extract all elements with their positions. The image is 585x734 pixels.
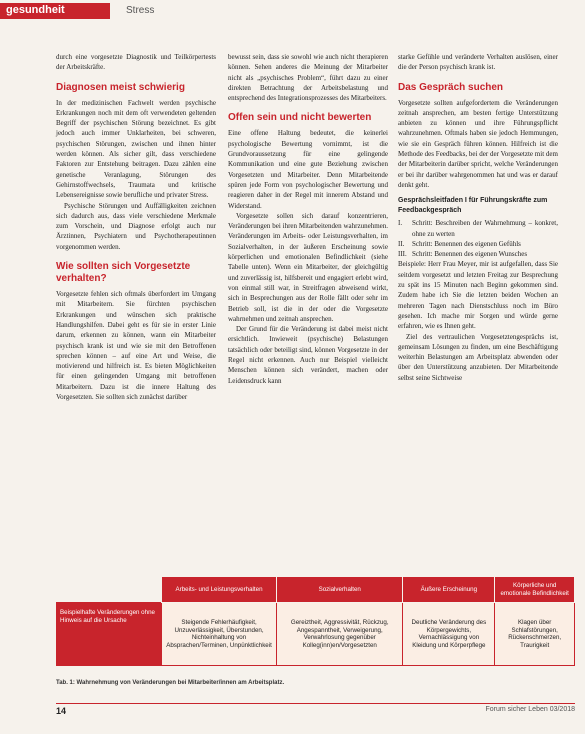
subheading: Diagnosen meist schwierig <box>56 81 185 93</box>
paragraph: Der Grund für die Veränderung ist dabei meist nicht ersichtlich. Inwieweit (psychische) Belastungen tatsächlich oder beteiligt sind, können Vorgesetzte in der Regel nicht erkennen. Auch nur Beispiel vielleicht Menschen können sich verändert, machen oder Leidensdruck kann <box>228 325 388 385</box>
table-cell: Klagen über Schlafstörungen, Rückenschmerzen, Traurigkeit <box>495 603 575 666</box>
changes-table <box>56 576 575 666</box>
guideline-list <box>398 218 558 259</box>
page-header <box>0 0 585 22</box>
footer-rule <box>56 703 575 704</box>
column-3 <box>398 52 558 383</box>
subheading: Wie sollten sich Vorgesetzte verhalten? <box>56 261 191 285</box>
column-2 <box>228 52 388 386</box>
subheading: Das Gespräch suchen <box>398 81 504 93</box>
paragraph: Psychische Störungen und Auffälligkeiten zeichnen sich dadurch aus, dass viele verschiedene Merkmale zum Vorschein, und Diagnose erfolgt auch nur Ärztinnen, Psychiatern und Psychotherapeutinnen vorgenommen werden. <box>56 201 216 251</box>
paragraph: durch eine vorgesetzte Diagnostik und Teilkörpertests der Arbeitskräfte. <box>56 53 216 72</box>
list-item: III. Schritt: Benennen des eigenen Wunsches <box>398 250 528 259</box>
column-1 <box>56 52 216 402</box>
table-header: Sozialverhalten <box>277 577 403 603</box>
paragraph: Vorgesetzte sollen sich darauf konzentrieren, Veränderungen bei ihren Mitarbeitenden wahrzunehmen. Veränderungen im Arbeits- oder Leistungsverhalten, im Sozialverhalten, in der äußeren Erscheinung sowie körperlichen und emotionalen Befindlichkeit (siehe Tabelle unten). Wenn ein Mitarbeiter, der gleichgültig und zuverlässig ist, hilfsbereit und engagiert erlebt wird, von einmal still war, in Streitfragen abweisend wirkt, sich in Besprechungen aus der Rolle fällt oder sehr im Betrieb soll, ist die in der oder die Vorgesetzte wahrnehmen und zeitnah ansprechen. <box>228 211 388 323</box>
table-cell: Deutliche Veränderung des Körpergewichts, Vernachlässigung von Kleidung und Körperpflege <box>403 603 495 666</box>
table-row <box>57 603 575 666</box>
guideline-title: Gesprächsleitfaden I für Führungskräfte zum Feedbackgespräch <box>398 197 548 215</box>
paragraph: Ziel des vertraulichen Vorgesetztengesprächs ist, gemeinsam Lösungen zu finden, um eine Beschäftigung weiterhin Belastungen am Arbeitsplatz abwenden oder über den Unterstützung anzubieten. Der Mitarbeitende selbst seine Sichtweise <box>398 332 558 382</box>
publication-label: Forum sicher Leben 03/2018 <box>485 706 575 713</box>
list-item: I. Schritt: Beschreiben der Wahrnehmung – konkret, ohne zu werten <box>398 219 558 238</box>
section-tag: gesundheit <box>0 3 110 19</box>
paragraph: In der medizinischen Fachwelt werden psychische Erkrankungen noch mit dem oft verwendeten geltenden Begriff der psychischen Störung bezeichnet. Es gibt jedoch auch immer Unklarheiten, bei schweren, psychischen Störungen, zwischen und ihnen hinter werden können. Als sicher gilt, dass verschiedene Faktoren zur Entstehung beitragen. Dazu zählen eine genetische Veranlagung, Störungen des Gehirnstoffwechsels, Traumata und kritische Lebensereignisse sowie berufliche und privater Stress. <box>56 98 216 200</box>
table-corner <box>57 577 162 603</box>
table-header: Arbeits- und Leistungsverhalten <box>162 577 277 603</box>
topic-label: Stress <box>126 5 155 16</box>
paragraph: Vorgesetzte fehlen sich oftmals überfordert im Umgang mit Mitarbeitern. Sie fürchten psychischen Erkrankungen und wünschen sich praktische Handlungshilfen. Dabei geht es für sie in erster Linie darum, erkennen zu können, wann ein Mitarbeiter psychisch krank ist und wie sie mit den Betroffenen sprechen können – auf eine Art und Weise, die motivierend und hilfreich ist. Es bieten Möglichkeiten für einen gelingenden Umgang mit betroffenen Mitarbeitern. Dazu ist die innere Haltung des Vorgesetzten. Sie sollten sich zunächst darüber <box>56 290 216 402</box>
table-header: Äußere Erscheinung <box>403 577 495 603</box>
table-caption: Tab. 1: Wahrnehmung von Veränderungen bei Mitarbeiter/innen am Arbeitsplatz. <box>56 680 285 686</box>
table-cell: Steigende Fehlerhäufigkeit, Unzuverlässigkeit, Überstunden, Nichteinhaltung von Absprachen/Terminen, Unpünktlichkeit <box>162 603 277 666</box>
paragraph: Eine offene Haltung bedeutet, die keinerlei psychologische Bewertung vornimmt, ist die Grundvoraussetzung für eine gelingende Kommunikation und eine gute Beziehung zwischen Vorgesetzten und Mitarbeiter. Denn Mitarbeitende spüren jede Form von psychologischer Bewertung und reagieren daher in der Regel mit innerem Abstand und Widerstand. <box>228 129 388 210</box>
list-item: II. Schritt: Benennen des eigenen Gefühls <box>398 239 521 248</box>
paragraph: Beispiele: Herr Frau Meyer, mir ist aufgefallen, dass Sie seitdem vorgesetzt und letzten Freitag zur Besprechung zu spät ins 15 Minuten nach Beginn gekommen sind. Zudem habe ich Sie die letzten beiden Wochen an mehreren Tagen nach Dienstschluss noch im Büro gesehen. Ich mache mir Sorgen und würde gerne erfahren, wie es Ihnen geht. <box>398 260 558 331</box>
table-cell: Gereiztheit, Aggressivität, Rückzug, Angespanntheit, Verweigerung, Verwahrlosung gegenüber Kolleg(inn)en/Vorgesetzten <box>277 603 403 666</box>
paragraph: starke Gefühle und veränderte Verhalten auslösen, einer die der Person psychisch krank ist. <box>398 53 558 72</box>
page-number: 14 <box>56 706 67 716</box>
subheading: Offen sein und nicht bewerten <box>228 112 372 124</box>
row-header: Beispielhafte Veränderungen ohne Hinweis auf die Ursache <box>57 603 162 666</box>
paragraph: Vorgesetzte sollten aufgefordertem die Veränderungen zeitnah ansprechen, am besten fertige Unterstützung anbieten zu können und ihre Führungspflicht wahrzunehmen. Oftmals haben sie jedoch Hemmungen, wie sie ein Gespräch führen können. Hilfreich ist die Methode des Feedbacks, bei der der Vorgesetzte mit dem der Mitarbeiterin darüber spricht, welche Veränderungen er bei ihr darüber wahrgenommen hat und was er darauf denkt geht. <box>398 98 558 189</box>
paragraph: bewusst sein, dass sie sowohl wie auch nicht therapieren können. Sehen anderes die Meinung der Mitarbeiter nicht als „psychisches Problem“, führt dazu zu einer direkten Betrachtung der Arbeitsbelastung und entsprechend des Integrationsprozesses des Mitarbeiters. <box>228 53 388 103</box>
table-header: Körperliche und emotionale Befindlichkeit <box>495 577 575 603</box>
